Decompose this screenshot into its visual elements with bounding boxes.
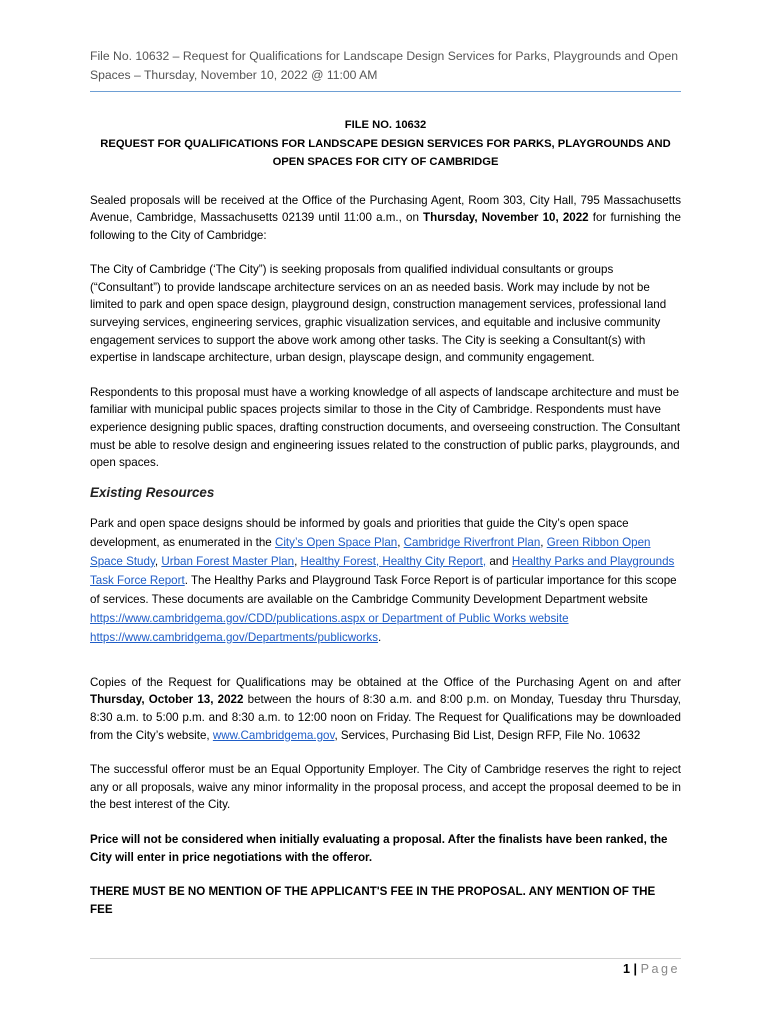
paragraph-sealed-proposals: Sealed proposals will be received at the Office of the Purchasing Agent, Room 303, City Hall, 795 Massachusetts Avenue, Cambridge, Massachusetts 02139 until 11:00 a.m., on Thursday, November 10, 2022 for furnishing the following to the City of Cambridge: <box>90 193 681 242</box>
paragraph-respondents: Respondents to this proposal must have a working knowledge of all aspects of landscape architecture and must be familiar with municipal public spaces projects similar to those in the City of Cambridge. Respondents must have experience designing public spaces, drafting construction documents, and overseeing construction. The Consultant must be able to resolve design and engineering issues related to the construction of public parks, playgrounds, and open spaces. <box>90 385 681 470</box>
paragraph-existing-resources: Park and open space designs should be informed by goals and priorities that guide the City’s open space development, as enumerated in the City’s Open Space Plan, Cambridge Riverfront Plan, Green Ribbon Open Space Study, Urban Forest Master Plan, Healthy Forest, Healthy City Report, and Healthy Parks and Playgrounds Task Force Report. The Healthy Parks and Playground Task Force Report is of particular importance for this scope of services. These documents are available on the Cambridge Community Development Department website https://www.cambridgema.gov/CDD/publications.aspx or Department of Public Works website https://www.cambridgema.gov/Departments/publicworks. <box>90 516 677 644</box>
title-line-3: OPEN SPACES FOR CITY OF CAMBRIDGE <box>272 156 499 168</box>
link-green-ribbon-study[interactable]: Green Ribbon Open Space Study <box>90 535 651 568</box>
footer-divider <box>90 958 681 959</box>
deadline-date: Thursday, November 10, 2022 <box>423 211 589 225</box>
title-file-number: FILE NO. 10632 <box>344 119 427 131</box>
link-riverfront-plan[interactable]: Cambridge Riverfront Plan <box>403 535 541 549</box>
document-body <box>90 116 681 918</box>
paragraph-price-notice: Price will not be considered when initially evaluating a proposal. After the finalists have been ranked, the City will enter in price negotiations with the offeror. <box>90 832 668 864</box>
running-header <box>90 47 690 85</box>
link-healthy-parks-report[interactable]: Healthy Parks and Playgrounds Task Force Report <box>90 554 675 587</box>
link-urban-forest-plan[interactable]: Urban Forest Master Plan <box>161 554 295 568</box>
page-footer <box>623 960 680 978</box>
page-label: Page <box>640 962 680 976</box>
paragraph-copies: Copies of the Request for Qualifications may be obtained at the Office of the Purchasing Agent on and after Thursday, October 13, 2022 between the hours of 8:30 a.m. and 8:00 p.m. on Monday, Tuesday thru Thursday, 8:30 a.m. to 5:00 p.m. and 8:30 a.m. to 12:00 noon on Friday. The Request for Qualifications may be downloaded from the City’s website, www.Cambridgema.gov, Services, Purchasing Bid List, Design RFP, File No. 10632 <box>90 675 681 742</box>
link-open-space-plan[interactable]: City’s Open Space Plan <box>274 535 398 549</box>
page-separator: | <box>633 962 638 976</box>
paragraph-scope: The City of Cambridge (‘The City”) is seeking proposals from qualified individual consultants or groups (“Consultant”) to provide landscape architecture services on an as needed basis. Work may include by not be limited to park and open space design, playground design, construction management services, professional land surveying services, engineering services, graphic visualization services, and equitable and inclusive community engagement services to support the above work among other tasks. The City is seeking a Consultant(s) with expertise in landscape architecture, urban design, playscape design, and community engagement. <box>90 263 667 365</box>
document-title <box>90 116 681 172</box>
availability-date: Thursday, October 13, 2022 <box>90 693 244 707</box>
header-divider <box>90 91 681 92</box>
section-heading-existing-resources: Existing Resources <box>90 484 215 500</box>
link-cambridge-website[interactable]: www.Cambridgema.gov <box>212 728 335 742</box>
title-line-2: REQUEST FOR QUALIFICATIONS FOR LANDSCAPE DESIGN SERVICES FOR PARKS, PLAYGROUNDS AND <box>100 137 671 150</box>
running-header-text: File No. 10632 – Request for Qualifications for Landscape Design Services for Parks, Playgrounds and Open Spaces – Thursday, November 10, 2022 @ 11:00 AM <box>90 49 679 82</box>
page-number: 1 <box>623 962 631 976</box>
link-cdd-dpw-websites[interactable]: https://www.cambridgema.gov/CDD/publications.aspx or Department of Public Works website https://www.cambridgema.gov/Departments/publicworks <box>90 611 569 644</box>
link-healthy-forest-report[interactable]: Healthy Forest, Healthy City Report, <box>300 554 487 568</box>
paragraph-fee-notice: THERE MUST BE NO MENTION OF THE APPLICANT'S FEE IN THE PROPOSAL. ANY MENTION OF THE FEE <box>90 885 656 916</box>
paragraph-equal-opportunity: The successful offeror must be an Equal Opportunity Employer. The City of Cambridge reserves the right to reject any or all proposals, waive any minor informality in the proposal process, and accept the proposal deemed to be in the best interest of the City. <box>90 763 681 812</box>
